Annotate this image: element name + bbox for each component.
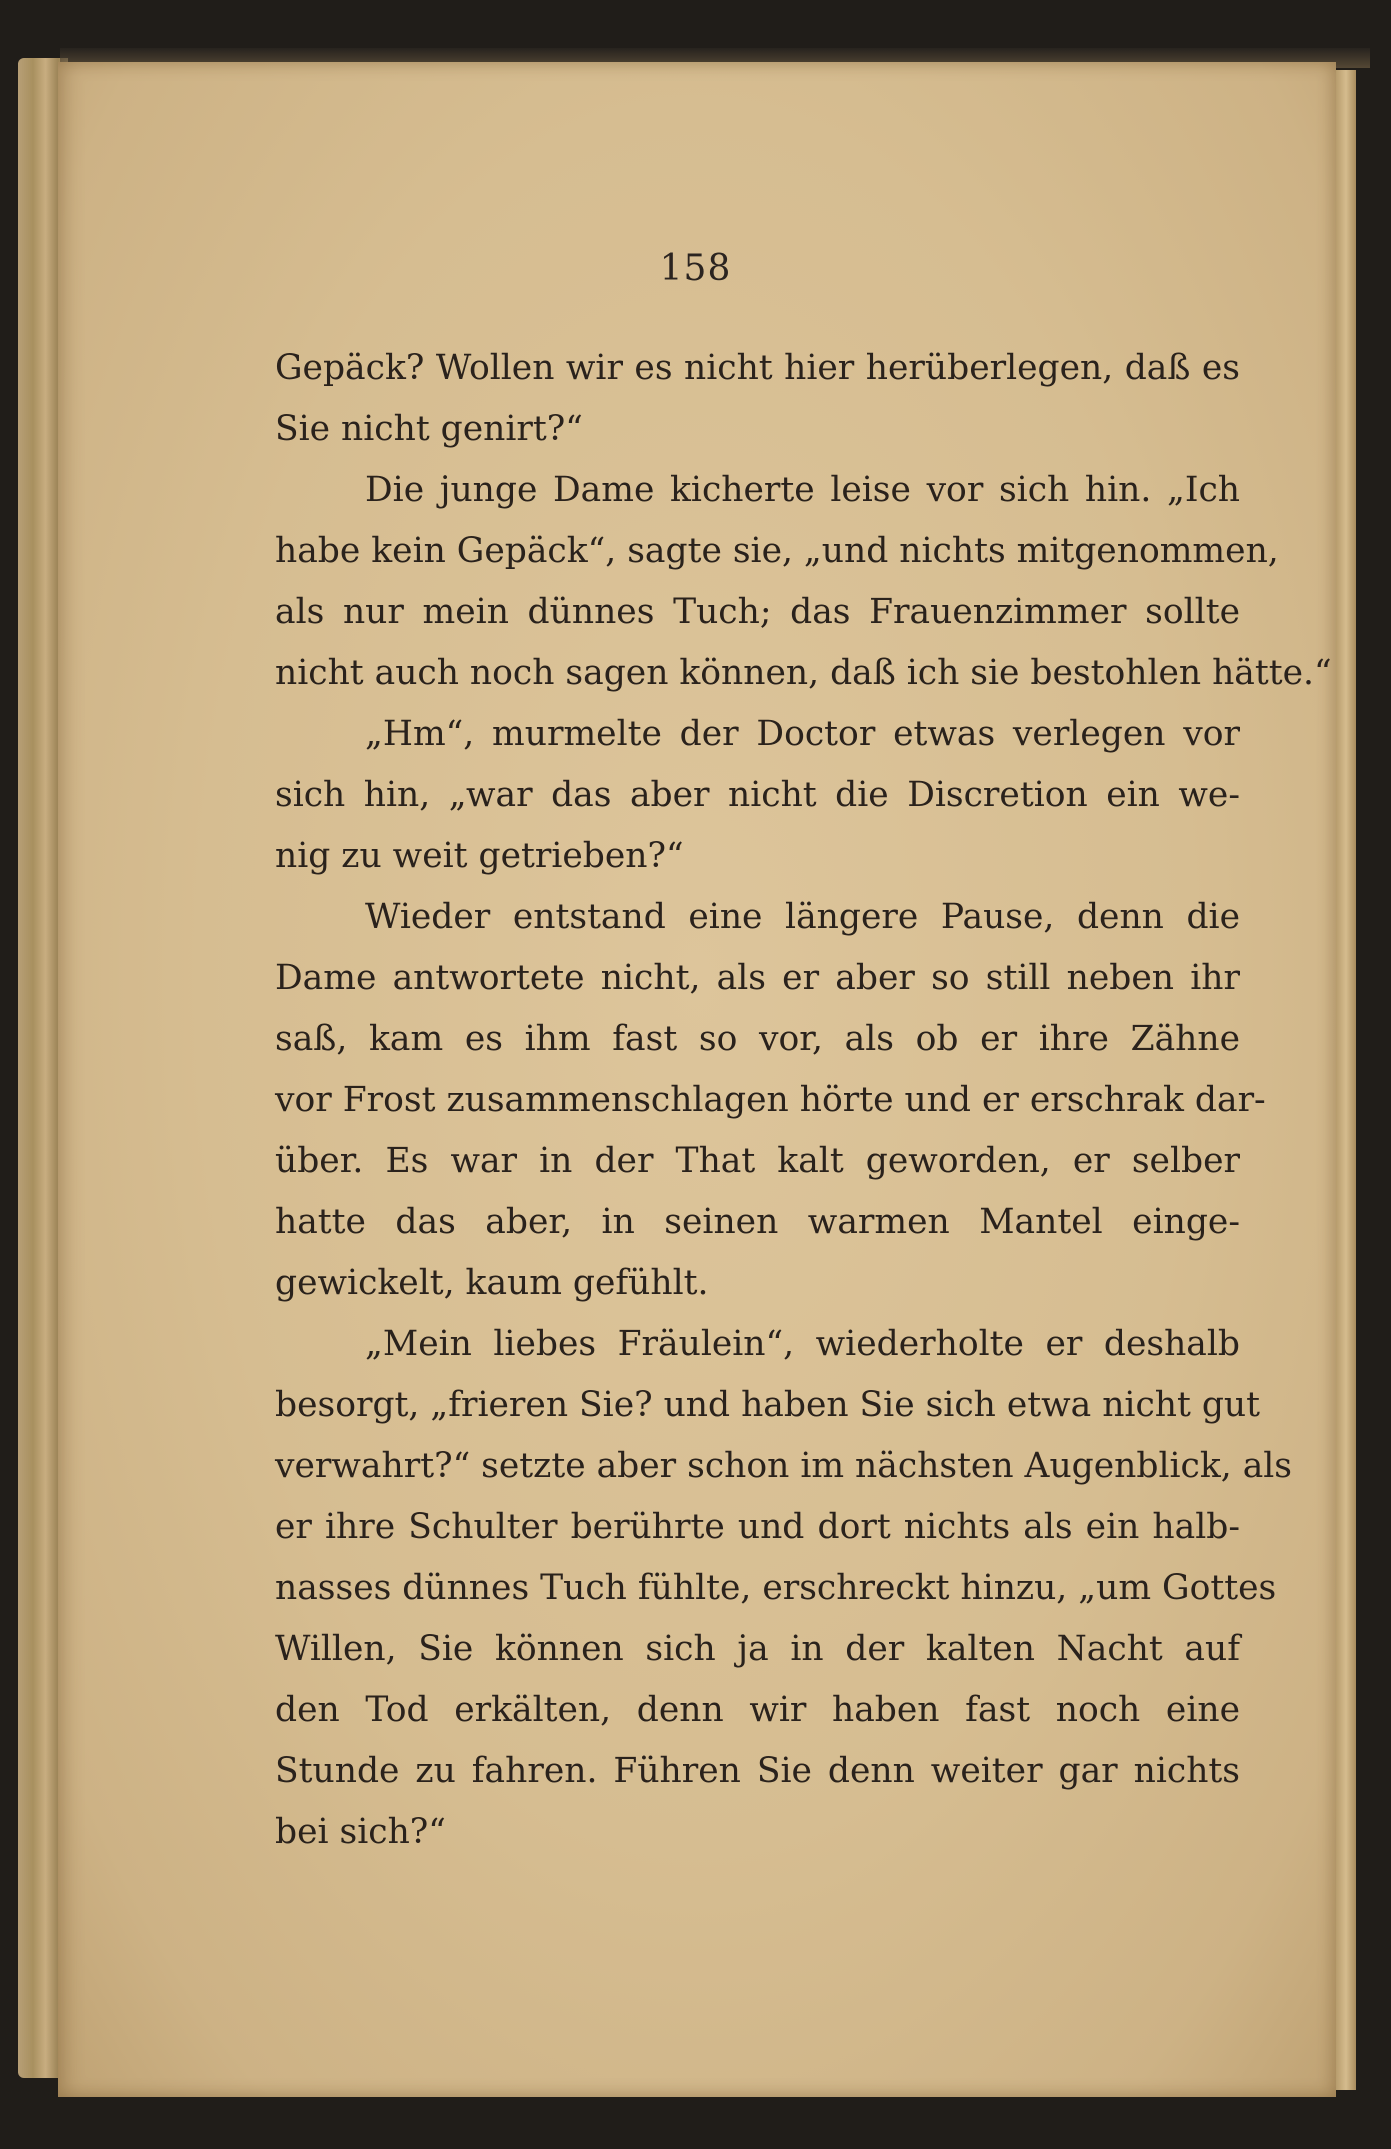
text-line: nasses dünnes Tuch fühlte, erschreckt hinzu, „um Gottes xyxy=(275,1568,1277,1608)
text-line: verwahrt?“ setzte aber schon im nächsten Augenblick, als xyxy=(275,1446,1293,1486)
text-line: Gepäck? Wollen wir es nicht hier herüberlegen, daß es xyxy=(275,348,1240,388)
text-line: Dame antwortete nicht, als er aber so still neben ihr xyxy=(275,958,1240,998)
text-line: er ihre Schulter berührte und dort nichts als ein halb- xyxy=(275,1507,1240,1547)
page-right-edge xyxy=(1336,70,1356,2090)
page-number: 158 xyxy=(659,248,732,289)
text-line: habe kein Gepäck“, sagte sie, „und nichts mitgenommen, xyxy=(275,531,1279,571)
text-line: sich hin, „war das aber nicht die Discretion ein we- xyxy=(275,775,1240,815)
text-line: „Hm“, murmelte der Doctor etwas verlegen vor xyxy=(365,714,1240,754)
text-line: saß, kam es ihm fast so vor, als ob er ihre Zähne xyxy=(275,1019,1240,1059)
text-line: Sie nicht genirt?“ xyxy=(275,409,583,449)
text-line: gewickelt, kaum gefühlt. xyxy=(275,1263,709,1303)
body-text xyxy=(275,338,1332,1863)
text-line: Die junge Dame kicherte leise vor sich hin. „Ich xyxy=(365,470,1240,510)
text-line: nig zu weit getrieben?“ xyxy=(275,836,684,876)
text-line: bei sich?“ xyxy=(275,1812,446,1852)
text-line: über. Es war in der That kalt geworden, er selber xyxy=(275,1141,1240,1181)
text-line: als nur mein dünnes Tuch; das Frauenzimmer sollte xyxy=(275,592,1240,632)
text-line: vor Frost zusammenschlagen hörte und er erschrak dar- xyxy=(275,1080,1266,1120)
text-line: den Tod erkälten, denn wir haben fast noch eine xyxy=(275,1690,1240,1730)
text-line: nicht auch noch sagen können, daß ich sie bestohlen hätte.“ xyxy=(275,653,1332,693)
text-line: hatte das aber, in seinen warmen Mantel einge- xyxy=(275,1202,1240,1242)
text-line: „Mein liebes Fräulein“, wiederholte er deshalb xyxy=(365,1324,1240,1364)
text-line: Stunde zu fahren. Führen Sie denn weiter gar nichts xyxy=(275,1751,1240,1791)
text-line: Wieder entstand eine längere Pause, denn die xyxy=(365,897,1240,937)
text-line: Willen, Sie können sich ja in der kalten Nacht auf xyxy=(275,1629,1240,1669)
text-line: besorgt, „frieren Sie? und haben Sie sich etwa nicht gut xyxy=(275,1385,1260,1425)
